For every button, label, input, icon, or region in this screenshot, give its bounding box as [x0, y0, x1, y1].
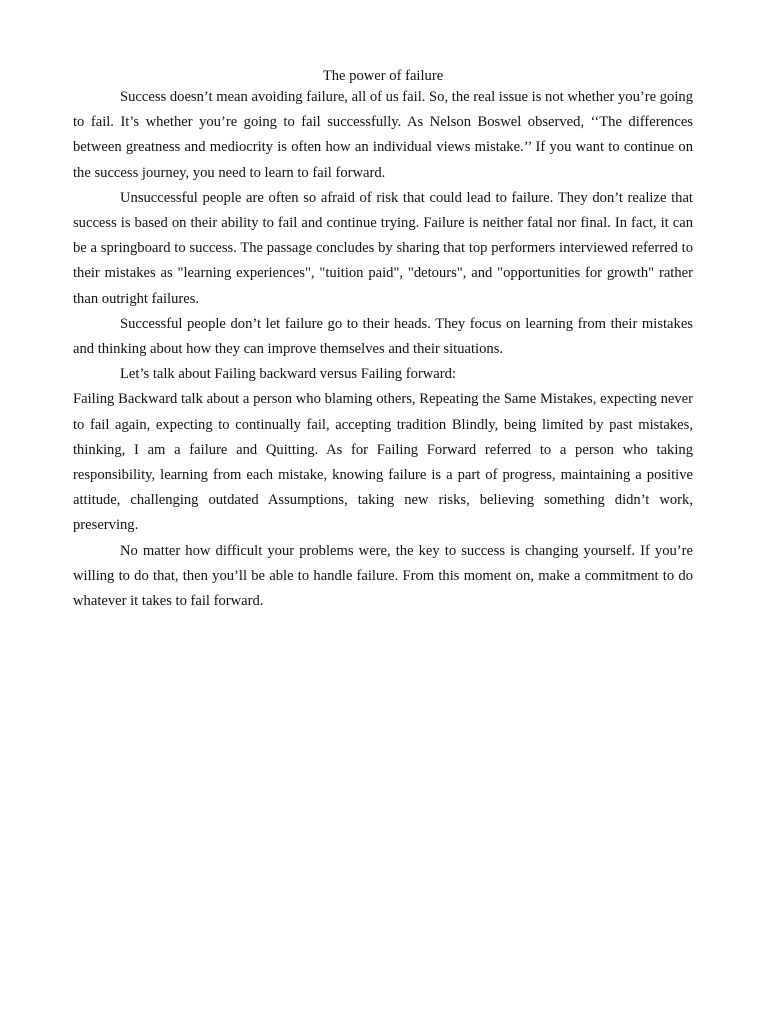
paragraph-unsuccessful: Unsuccessful people are often so afraid of risk that could lead to failure. They don’t realize that success is based on their ability to fail and continue trying. Failure is neither fatal nor final. In fact, it can be a springboard to success. The passage concludes by sharing that top performers interviewed referred to their mistakes as "learning experiences", "tuition paid", "detours", and "opportunities for growth" rather than outright failures.: [73, 189, 693, 307]
paragraph-failing-backward-forward: Failing Backward talk about a person who blaming others, Repeating the Same Mistakes, expecting never to fail again, expecting to continually fail, accepting tradition Blindly, being limited by past mistakes, thinking, I am a failure and Quitting. As for Failing Forward referred to a person who taking responsibility, learning from each mistake, knowing failure is a part of progress, maintaining a positive attitude, challenging outdated Assumptions, taking new risks, believing something didn’t work, preserving.: [73, 391, 693, 534]
paragraph-lets-talk: Let’s talk about Failing backward versus Failing forward:: [120, 366, 456, 383]
paragraph-conclusion: No matter how difficult your problems were, the key to success is changing yourself. If you’re willing to do that, then you’ll be able to handle failure. From this moment on, make a commitment to do whatever it takes to fail forward.: [73, 542, 693, 610]
document-title: The power of failure: [322, 68, 444, 84]
paragraph-success: Success doesn’t mean avoiding failure, all of us fail. So, the real issue is not whether you’re going to fail. It’s whether you’re going to fail successfully. As Nelson Boswel observed, ‘‘The differences between greatness and mediocrity is often how an individual views mistake.’’ If you want to continue on the success journey, you need to learn to fail forward.: [73, 89, 693, 181]
paragraph-successful-people: Successful people don’t let failure go to their heads. They focus on learning from their mistakes and thinking about how they can improve themselves and their situations.: [73, 315, 693, 358]
document-page: [73, 68, 693, 614]
